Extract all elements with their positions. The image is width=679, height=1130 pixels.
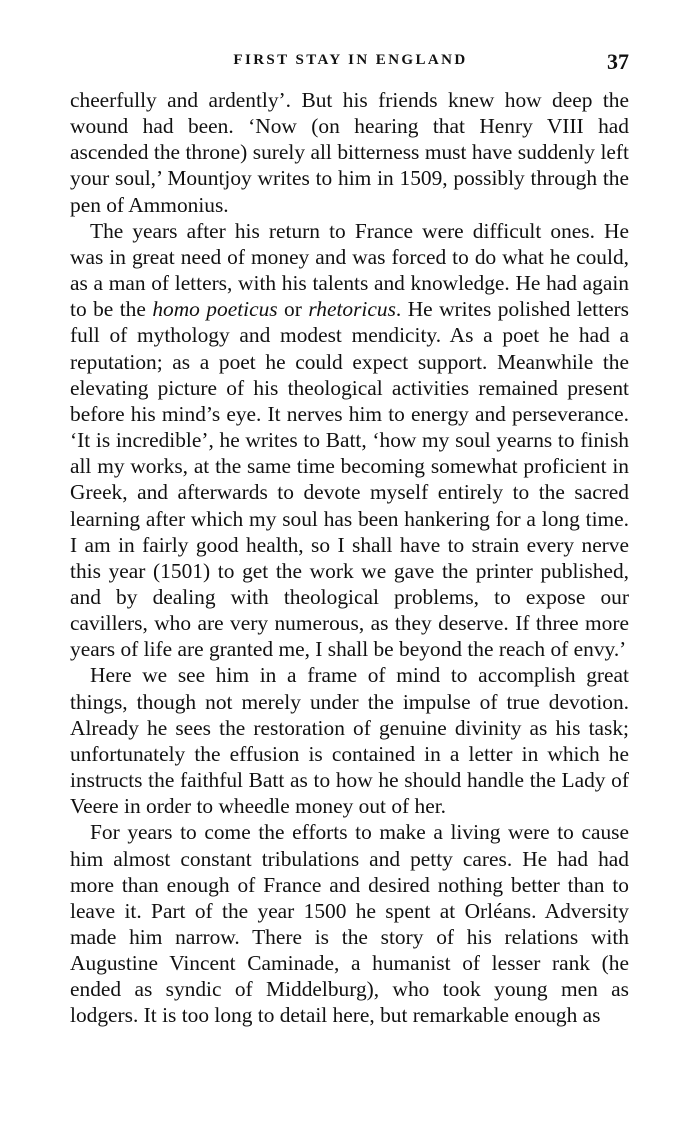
running-head: FIRST STAY IN ENGLAND [233, 52, 468, 68]
page-header [70, 50, 631, 78]
paragraph-4: For years to come the efforts to make a living were to cause him almost constant tribulations and petty cares. He had had more than enough of France and desired nothing better than to leave it. Part of the year 1500 he spent at Orléans. Adversity made him narrow. There is the story of his relations with Augustine Vincent Caminade, a humanist of lesser rank (he ended as syndic of Middelburg), who took young men as lodgers. It is too long to detail here, but remarkable enough as [70, 820, 629, 1028]
italic-term-homo-poeticus: homo poeticus [152, 297, 278, 322]
paragraph-2-conjunction: or [277, 297, 309, 322]
page-number: 37 [607, 49, 629, 74]
italic-term-rhetoricus: rhetoricus [308, 297, 396, 322]
paragraph-1: cheerfully and ardently’. But his friends knew how deep the wound had been. ‘Now (on hearing that Henry VIII had ascended the throne) surely all bitterness must have suddenly left your soul,’ Mountjoy writes to him in 1509, possibly through the pen of Ammonius. [70, 88, 629, 217]
paragraph-2-text-b: . He writes polished letters full of mythology and modest mendicity. As a poet he had a reputation; as a poet he could expect support. Meanwhile the elevating picture of his theological activities remained present before his mind’s eye. It nerves him to energy and perseverance. ‘It is incredible’, he writes to Batt, ‘how my soul yearns to finish all my works, at the same time becoming somewhat proficient in Greek, and afterwards to devote myself entirely to the sacred learning after which my soul has been hankering for a long time. I am in fairly good health, so I shall have to strain every nerve this year (1501) to get the work we gave the printer published, and by dealing with theological problems, to expose our cavillers, who are very numerous, as they deserve. If three more years of life are granted me, I shall be beyond the reach of envy.’ [70, 297, 630, 662]
paragraph-2 [70, 218, 629, 663]
body-text [70, 87, 629, 1029]
paragraph-3: Here we see him in a frame of mind to accomplish great things, though not merely under the impulse of true devotion. Already he sees the restoration of genuine divinity as his task; unfortunately the effusion is contained in a letter in which he instructs the faithful Batt as to how he should handle the Lady of Veere in order to wheedle money out of her. [70, 663, 629, 819]
paragraph-2-text-a: The years after his return to France were difficult ones. He was in great need of money and was forced to do what he could, as a man of letters, with his talents and knowledge. He had again to be the [70, 218, 629, 322]
